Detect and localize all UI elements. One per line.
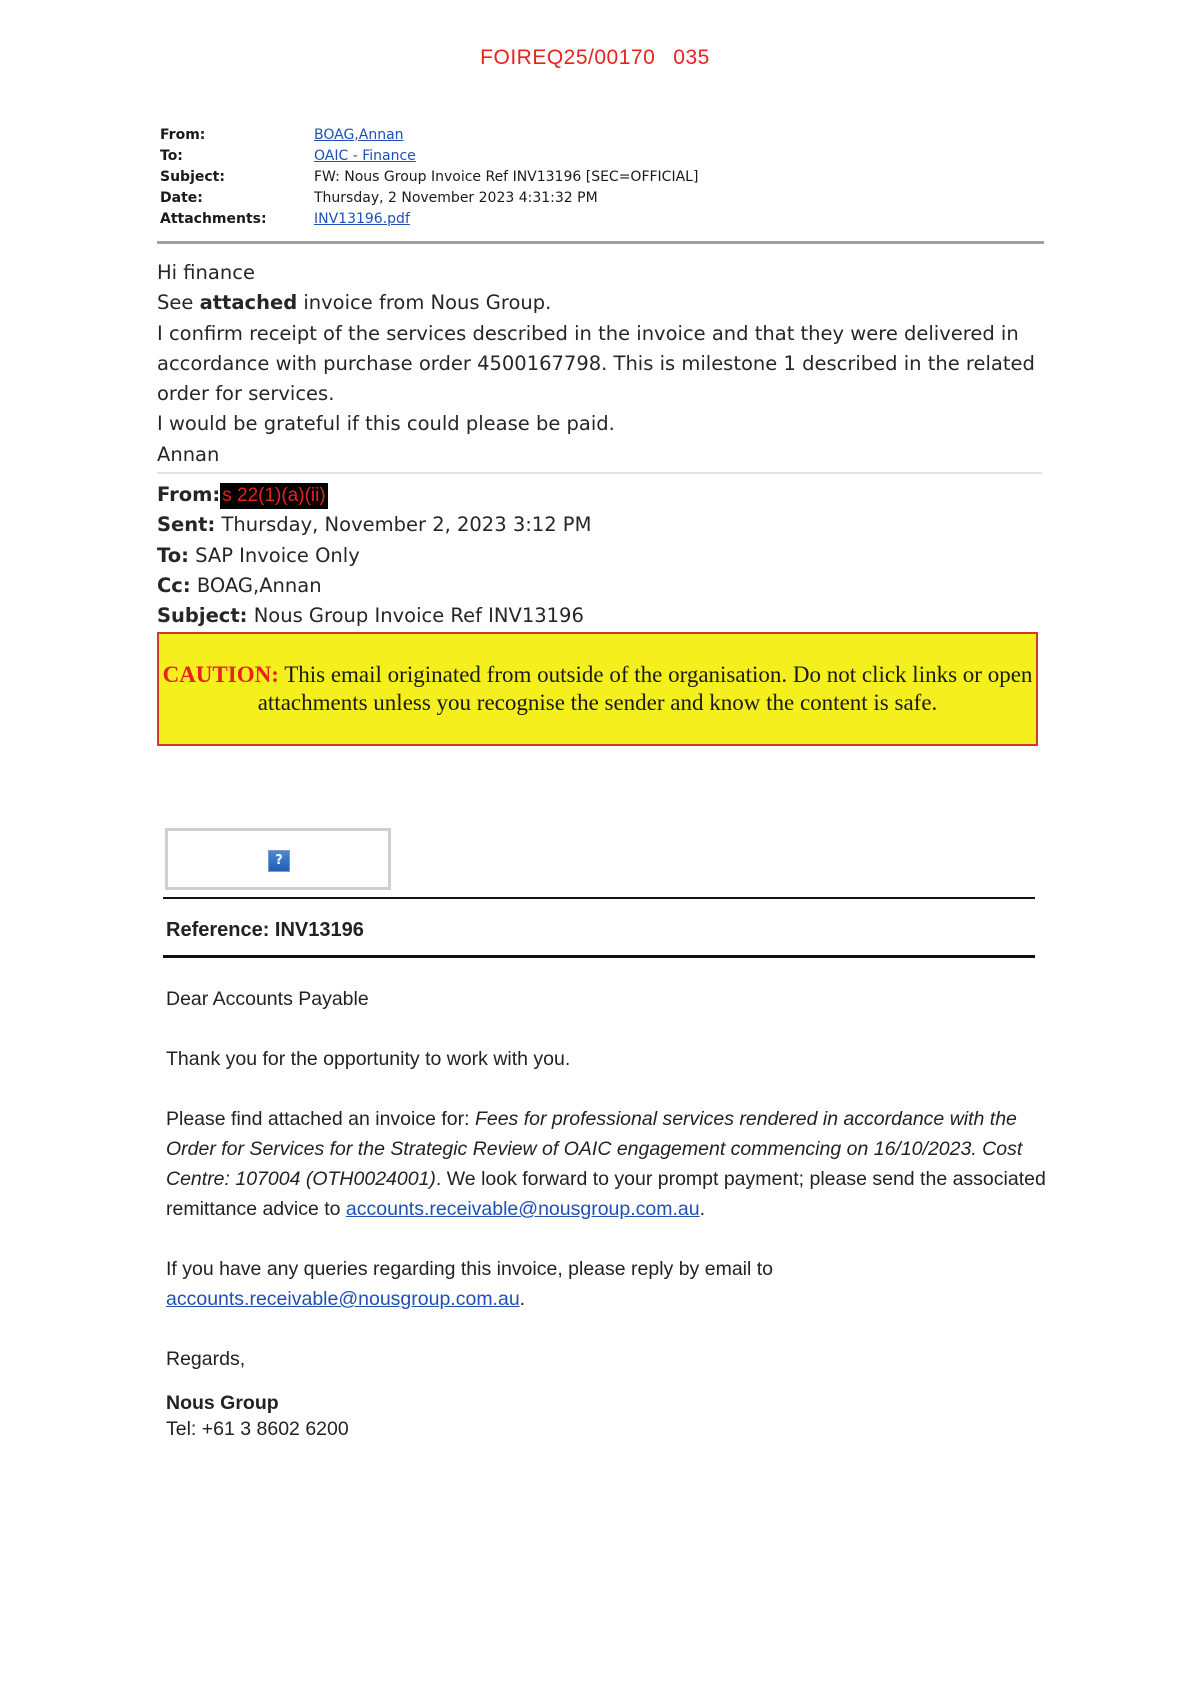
header-attachments-row bbox=[160, 208, 698, 229]
signoff: Annan bbox=[157, 442, 220, 466]
invoice-para-post: . We look forward to your prompt payment; please send the associated remittance advice to bbox=[166, 1168, 1046, 1220]
document-reference bbox=[0, 46, 1190, 70]
invoice-para-end: . bbox=[699, 1198, 706, 1220]
header-subject-row bbox=[160, 166, 698, 187]
attached-line-pre: See bbox=[157, 291, 200, 315]
to-link[interactable]: OAIC - Finance bbox=[314, 147, 416, 164]
queries-email-link[interactable]: accounts.receivable@nousgroup.com.au bbox=[166, 1288, 520, 1310]
greeting: Hi finance bbox=[157, 261, 255, 284]
header-to-row bbox=[160, 145, 698, 166]
attached-line-post: invoice from Nous Group. bbox=[297, 291, 552, 315]
reference-bottom-rule bbox=[163, 955, 1035, 958]
from-label: From: bbox=[160, 126, 206, 143]
queries-text: If you have any queries regarding this invoice, please reply by email to bbox=[166, 1258, 774, 1280]
header-from-row bbox=[160, 124, 698, 145]
email-header bbox=[160, 124, 698, 229]
fwd-from-row bbox=[157, 480, 591, 510]
queries-end: . bbox=[519, 1288, 526, 1310]
fwd-subject-value: Nous Group Invoice Ref INV13196 bbox=[253, 604, 584, 628]
company-name: Nous Group bbox=[166, 1392, 279, 1414]
invoice-reference: Reference: INV13196 bbox=[166, 919, 364, 941]
queries-paragraph bbox=[166, 1254, 1046, 1314]
redaction-box: s 22(1)(a)(ii) bbox=[220, 483, 327, 509]
subject-value: FW: Nous Group Invoice Ref INV13196 [SEC=OFFICIAL] bbox=[314, 168, 699, 185]
fwd-sent-label: Sent: bbox=[157, 513, 216, 537]
foi-request-code: FOIREQ25/00170 bbox=[480, 46, 656, 69]
company-phone: Tel: +61 3 8602 6200 bbox=[166, 1418, 349, 1440]
fwd-from-label: From: bbox=[157, 483, 221, 506]
fwd-sent-value: Thursday, November 2, 2023 3:12 PM bbox=[221, 513, 592, 537]
fwd-cc-row bbox=[157, 571, 591, 601]
question-icon: ? bbox=[268, 850, 290, 872]
attachment-link[interactable]: INV13196.pdf bbox=[314, 210, 410, 227]
fwd-sent-row bbox=[157, 510, 591, 540]
confirm-paragraph: I confirm receipt of the services described in the invoice and that they were delivered in accordance with purchase order 4500167798. This is milestone 1 described in the related order for services. bbox=[157, 321, 1035, 406]
fwd-cc-label: Cc: bbox=[157, 573, 191, 597]
fwd-to-label: To: bbox=[157, 543, 189, 567]
header-divider bbox=[157, 241, 1044, 244]
caution-label: CAUTION: bbox=[162, 662, 279, 687]
invoice-paragraph bbox=[166, 1104, 1046, 1224]
thanks-line: Thank you for the opportunity to work with you. bbox=[166, 1048, 571, 1070]
to-label: To: bbox=[160, 147, 183, 164]
fwd-to-row bbox=[157, 541, 591, 571]
attachments-label: Attachments: bbox=[160, 210, 267, 227]
attached-line bbox=[157, 288, 1047, 318]
caution-text: This email originated from outside of the organisation. Do not click links or open attachments unless you recognise the sender and know the content is safe. bbox=[257, 662, 1033, 715]
request-line: I would be grateful if this could please be paid. bbox=[157, 412, 615, 436]
caution-banner bbox=[157, 632, 1038, 746]
date-label: Date: bbox=[160, 189, 203, 206]
page-number: 035 bbox=[673, 46, 710, 69]
subject-label: Subject: bbox=[160, 168, 225, 185]
invoice-para-pre: Please find attached an invoice for: bbox=[166, 1108, 475, 1130]
message-body bbox=[157, 258, 1047, 470]
reference-top-rule bbox=[163, 897, 1035, 899]
attached-word: attached bbox=[199, 291, 298, 315]
fwd-cc-value: BOAG,Annan bbox=[196, 573, 322, 597]
from-link[interactable]: BOAG,Annan bbox=[314, 126, 404, 143]
regards: Regards, bbox=[166, 1348, 246, 1370]
invoice-description: Fees for professional services rendered in accordance with the Order for Services for the Strategic Review of OAIC engagement commencing on 16/10/2023. Cost Centre: 107004 (OTH0024001) bbox=[166, 1108, 1023, 1190]
forward-divider bbox=[157, 472, 1042, 474]
fwd-subject-label: Subject: bbox=[157, 604, 248, 628]
logo-placeholder bbox=[165, 828, 391, 890]
header-date-row bbox=[160, 187, 698, 208]
fwd-to-value: SAP Invoice Only bbox=[195, 543, 360, 567]
salutation: Dear Accounts Payable bbox=[166, 988, 369, 1010]
remittance-email-link[interactable]: accounts.receivable@nousgroup.com.au bbox=[345, 1198, 700, 1220]
date-value: Thursday, 2 November 2023 4:31:32 PM bbox=[314, 189, 598, 206]
invoice-body bbox=[166, 984, 1046, 1440]
forwarded-header bbox=[157, 480, 591, 631]
fwd-subject-row bbox=[157, 601, 591, 631]
